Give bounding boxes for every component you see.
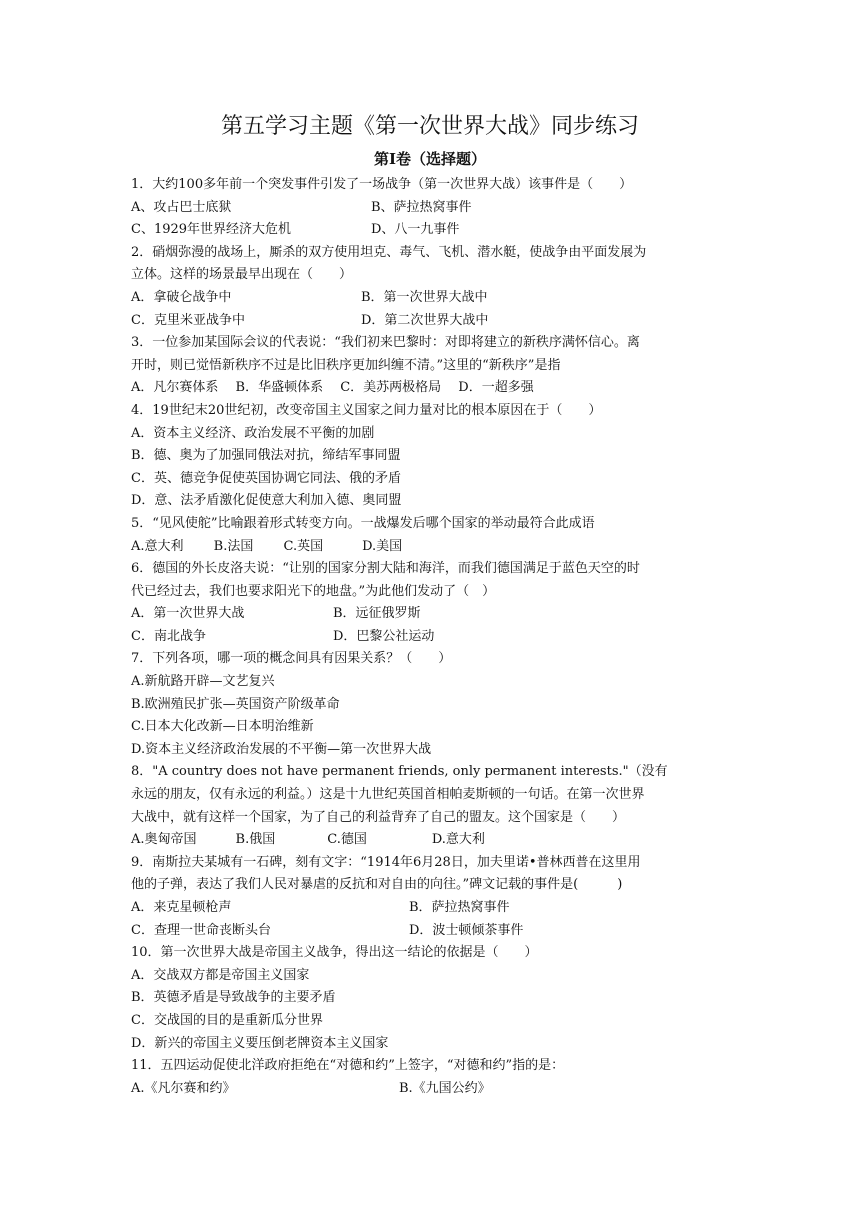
text-line bbox=[131, 987, 736, 1010]
line-text: A.新航路开辟—文艺复兴 bbox=[131, 674, 275, 690]
text-line bbox=[131, 310, 736, 333]
option-text: D、八一九事件 bbox=[371, 222, 460, 238]
line-text: B．英德矛盾是导致战争的主要矛盾 bbox=[131, 990, 336, 1006]
line-text: D.资本主义经济政治发展的不平衡—第一次世界大战 bbox=[131, 741, 432, 757]
section-heading: 第Ⅰ卷（选择题） bbox=[373, 150, 487, 168]
line-text: C．查理一世命丧断头台 bbox=[131, 922, 271, 938]
line-text: C．交战国的目的是重新瓜分世界 bbox=[131, 1012, 323, 1028]
text-line bbox=[131, 558, 736, 581]
line-text: A．拿破仑战争中 bbox=[131, 289, 232, 305]
line-text: 6．德国的外长皮洛夫说：“让别的国家分割大陆和海洋，而我们德国满足于蓝色天空的时 bbox=[131, 561, 640, 577]
question-list bbox=[131, 174, 736, 1100]
text-line bbox=[131, 355, 736, 378]
text-line bbox=[131, 671, 736, 694]
line-text: A.奥匈帝国 B.俄国 C.德国 D.意大利 bbox=[131, 832, 485, 848]
text-line bbox=[131, 536, 736, 559]
text-line bbox=[131, 694, 736, 717]
line-text: 大战中，就有这样一个国家，为了自己的利益背弃了自己的盟友。这个国家是（ ） bbox=[131, 809, 626, 825]
text-line bbox=[131, 1055, 736, 1078]
line-text: 5．“见风使舵”比喻跟着形式转变方向。一战爆发后哪个国家的举动最符合此成语 bbox=[131, 515, 595, 531]
text-line bbox=[131, 626, 736, 649]
line-text: A．凡尔赛体系 B．华盛顿体系 C．美苏两极格局 D．一超多强 bbox=[131, 380, 534, 396]
line-text: C．南北战争 bbox=[131, 628, 206, 644]
line-text: A.意大利 B.法国 C.英国 D.美国 bbox=[131, 538, 403, 554]
line-text: 他的子弹，表达了我们人民对暴虐的反抗和对自由的向往。”碑文记载的事件是( ) bbox=[131, 877, 623, 893]
text-line bbox=[131, 739, 736, 762]
text-line bbox=[131, 829, 736, 852]
text-line bbox=[131, 264, 736, 287]
text-line bbox=[131, 513, 736, 536]
text-line bbox=[131, 807, 736, 830]
line-text: 2．硝烟弥漫的战场上，厮杀的双方使用坦克、毒气、飞机、潜水艇，使战争由平面发展为 bbox=[131, 244, 647, 260]
option-text: B．远征俄罗斯 bbox=[333, 606, 421, 622]
line-text: C．英、德竞争促使英国协调它同法、俄的矛盾 bbox=[131, 470, 401, 486]
line-text: 立体。这样的场景最早出现在（ ） bbox=[131, 267, 353, 283]
text-line bbox=[131, 242, 736, 265]
line-text: C．克里米亚战争中 bbox=[131, 312, 245, 328]
page-title: 第五学习主题《第一次世界大战》同步练习 bbox=[220, 114, 639, 139]
line-text: A.《凡尔赛和约》 bbox=[131, 1080, 236, 1096]
text-line bbox=[131, 581, 736, 604]
option-text: D．巴黎公社运动 bbox=[333, 628, 435, 644]
line-text: A．交战双方都是帝国主义国家 bbox=[131, 967, 310, 983]
line-text: D．意、法矛盾激化促使意大利加入德、奥同盟 bbox=[131, 493, 402, 509]
line-text: A．来克星顿枪声 bbox=[131, 900, 232, 915]
text-line bbox=[131, 445, 736, 468]
text-line bbox=[131, 942, 736, 965]
text-line bbox=[131, 287, 736, 310]
option-text: B.《九国公约》 bbox=[399, 1080, 491, 1096]
text-line bbox=[131, 761, 736, 784]
line-text: B．德、奥为了加强同俄法对抗，缔结军事同盟 bbox=[131, 448, 401, 464]
text-line bbox=[131, 874, 736, 897]
option-text: D．第二次世界大战中 bbox=[361, 312, 489, 328]
line-text: A．资本主义经济、政治发展不平衡的加剧 bbox=[131, 425, 375, 441]
line-text: 3．一位参加某国际会议的代表说：“我们初来巴黎时：对即将建立的新秩序满怀信心。离 bbox=[131, 335, 640, 351]
line-text: A．第一次世界大战 bbox=[131, 606, 245, 622]
option-text: D．波士顿倾茶事件 bbox=[409, 922, 524, 938]
text-line bbox=[131, 716, 736, 739]
line-text: B.欧洲殖民扩张—英国资产阶级革命 bbox=[131, 696, 340, 712]
line-text: 永远的朋友，仅有永远的利益。）这是十九世纪英国首相帕麦斯顿的一句话。在第一次世界 bbox=[131, 787, 645, 803]
option-text: B．第一次世界大战中 bbox=[361, 289, 488, 305]
text-line bbox=[131, 603, 736, 626]
text-line bbox=[131, 897, 736, 920]
line-text: 8．"A country does not have permanent friends, only permanent interests."（没有 bbox=[131, 764, 668, 780]
text-line bbox=[131, 784, 736, 807]
line-text: D．新兴的帝国主义要压倒老牌资本主义国家 bbox=[131, 1035, 389, 1051]
text-line bbox=[131, 400, 736, 423]
text-line bbox=[131, 423, 736, 446]
line-text: C.日本大化改新—日本明治维新 bbox=[131, 719, 314, 735]
text-line bbox=[131, 174, 736, 197]
line-text: 11．五四运动促使北洋政府拒绝在“对德和约”上签字，“对德和约”指的是： bbox=[131, 1058, 565, 1074]
line-text: A、攻占巴士底狱 bbox=[131, 199, 232, 215]
line-text: C、1929年世界经济大危机 bbox=[131, 222, 292, 238]
option-text: B、萨拉热窝事件 bbox=[371, 199, 472, 215]
line-text: 10．第一次世界大战是帝国主义战争，得出这一结论的依据是（ ） bbox=[131, 945, 538, 961]
option-text: B．萨拉热窝事件 bbox=[409, 900, 510, 915]
text-line bbox=[131, 219, 736, 242]
text-line bbox=[131, 1078, 736, 1101]
text-line bbox=[131, 1010, 736, 1033]
line-text: 4．19世纪末20世纪初，改变帝国主义国家之间力量对比的根本原因在于（ ） bbox=[131, 402, 602, 418]
text-line bbox=[131, 332, 736, 355]
line-text: 7．下列各项，哪一项的概念间具有因果关系？（ ） bbox=[131, 651, 452, 667]
line-text: 开时，则已觉悟新秩序不过是比旧秩序更加纠缠不清。”这里的“新秩序”是指 bbox=[131, 357, 561, 373]
text-line bbox=[131, 965, 736, 988]
text-line bbox=[131, 197, 736, 220]
text-line bbox=[131, 377, 736, 400]
line-text: 代已经过去，我们也要求阳光下的地盘。”为此他们发动了（ ） bbox=[131, 583, 496, 599]
text-line bbox=[131, 648, 736, 671]
text-line bbox=[131, 920, 736, 943]
text-line bbox=[131, 468, 736, 491]
text-line bbox=[131, 490, 736, 513]
line-text: 1．大约100多年前一个突发事件引发了一场战争（第一次世界大战）该事件是（ ） bbox=[131, 177, 633, 192]
text-line bbox=[131, 1033, 736, 1056]
text-line bbox=[131, 852, 736, 875]
line-text: 9．南斯拉夫某城有一石碑，刻有文字：“1914年6月28日，加夫里诺•普林西普在这里用 bbox=[131, 854, 641, 870]
